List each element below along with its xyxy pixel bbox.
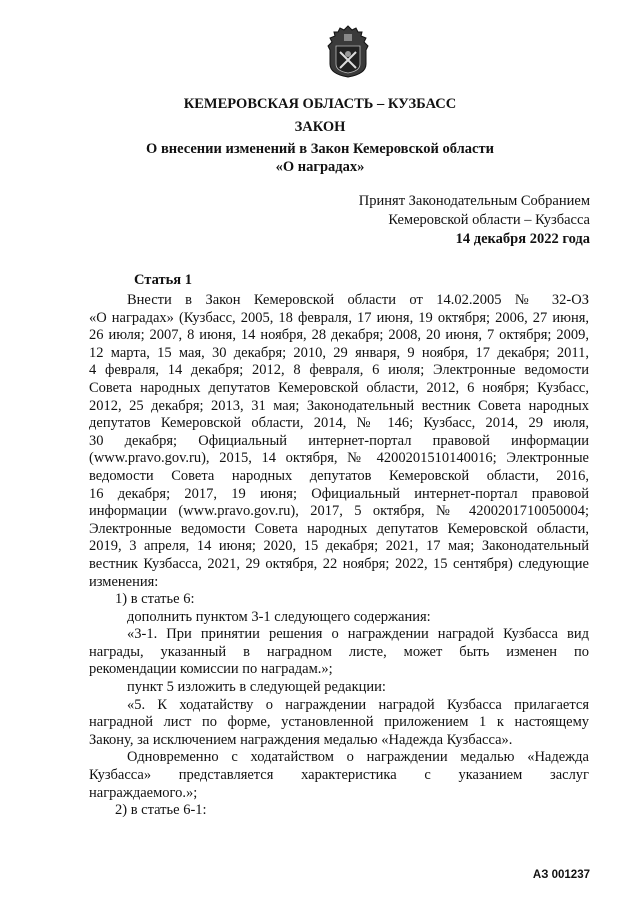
add-point-line: дополнить пунктом 3-1 следующего содержания: — [127, 608, 431, 625]
item-2: 2) в статье 6-1: — [115, 802, 207, 819]
adoption-line-1: Принят Законодательным Собранием — [358, 193, 590, 209]
point-5-extra-line: Кузбасса» представляется характеристика с указанием заслуг — [89, 767, 589, 784]
body-line: депутатов Кемеровской области, 2014, № 146; Кузбасс, 2014, 29 июля, — [89, 415, 589, 432]
body-line: 26 июля; 2007, 8 июня, 14 ноября, 28 декабря; 2008, 20 июня, 7 октября; 2009, — [89, 327, 589, 344]
adoption-date: 14 декабря 2022 года — [455, 231, 590, 247]
point-5-extra-line: награждаемого.»; — [89, 784, 198, 801]
point-3-1-line: «3-1. При принятии решения о награждении наградой Кузбасса вид — [127, 626, 589, 643]
body-line: Внести в Закон Кемеровской области от 14.02.2005 № 32-ОЗ — [127, 292, 589, 308]
document-type: ЗАКОН — [294, 119, 346, 135]
body-line: вестник Кузбасса, 2021, 29 октября, 22 ноября; 2022, 15 сентября) следующие — [89, 555, 589, 572]
article-body — [89, 292, 589, 820]
body-line: 2019, 3 апреля, 14 июня; 2020, 15 декабря; 2021, 17 мая; Законодательный — [89, 538, 589, 555]
point-5-text-line: «5. К ходатайству о награждении наградой Кузбасса прилагается — [127, 696, 589, 713]
region-heading: КЕМЕРОВСКАЯ ОБЛАСТЬ – КУЗБАСС — [183, 96, 457, 112]
body-line: (www.pravo.gov.ru), 2015, 14 октября, № 4200201510140016; Электронные — [89, 450, 589, 467]
point-5-text-line: наградной лист по форме, установленной приложением 1 к настоящему — [89, 714, 589, 731]
body-line: 2012, 25 декабря; 2013, 31 мая; Законодательный вестник Совета народных — [89, 397, 589, 414]
body-line: Совета народных депутатов Кемеровской области, 2012, 6 ноября; Кузбасс, — [89, 379, 589, 396]
article-heading: Статья 1 — [134, 272, 192, 288]
item-1: 1) в статье 6: — [115, 591, 195, 608]
law-title-line-1: О внесении изменений в Закон Кемеровской области — [146, 141, 494, 157]
body-line: 16 декабря; 2017, 19 июня; Официальный интернет-портал правовой — [89, 485, 589, 502]
point-3-1-line: награды, указанный в наградном листе, может быть изменен по — [89, 643, 589, 660]
adoption-line-2: Кемеровской области – Кузбасса — [388, 212, 590, 228]
body-line: 4 февраля, 14 декабря; 2012, 8 февраля, 6 июля; Электронные ведомости — [89, 362, 589, 379]
body-line: «О наградах» (Кузбасс, 2005, 18 февраля, 17 июня, 19 октября; 2006, 27 июня, — [89, 309, 589, 326]
kuzbass-coat-of-arms-icon — [326, 24, 370, 78]
point-5-line: пункт 5 изложить в следующей редакции: — [127, 679, 386, 696]
serial-number: АЗ 001237 — [532, 869, 590, 881]
body-line: Электронные ведомости Совета народных депутатов Кемеровской области, — [89, 520, 589, 537]
law-title-line-2: «О наградах» — [275, 159, 365, 175]
body-line: 30 декабря; Официальный интернет-портал правовой информации — [89, 432, 589, 449]
body-line: информации (www.pravo.gov.ru), 2017, 5 октября, № 4200201710050004; — [89, 503, 589, 520]
body-line: ведомости Совета народных депутатов Кемеровской области, 2016, — [89, 467, 589, 484]
point-3-1-line: рекомендации комиссии по наградам.»; — [89, 661, 333, 678]
point-5-text-line: Закону, за исключением награждения медалью «Надежда Кузбасса». — [89, 731, 513, 748]
body-line: изменения: — [89, 573, 159, 590]
adoption-block — [359, 192, 590, 249]
point-5-extra-line: Одновременно с ходатайством о награждении медалью «Надежда — [127, 749, 589, 766]
body-line: 12 марта, 15 мая, 30 декабря; 2010, 29 января, 9 ноября, 17 декабря; 2011, — [89, 344, 589, 361]
